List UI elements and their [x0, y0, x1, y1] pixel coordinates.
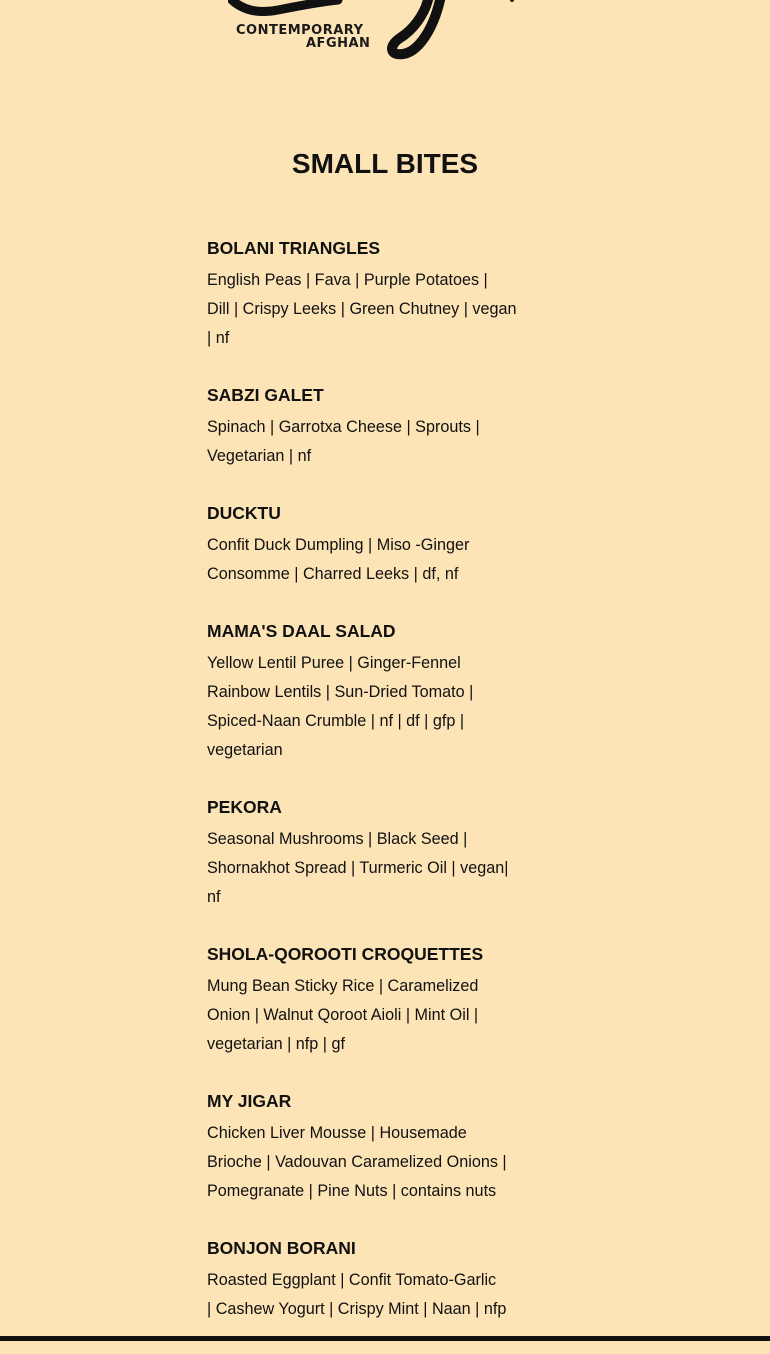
menu-list — [207, 236, 527, 1354]
menu-item — [207, 619, 527, 765]
menu-item-name: MAMA'S DAAL SALAD — [207, 621, 396, 641]
menu-item-name: DUCKTU — [207, 503, 281, 523]
description-line: vegetarian — [207, 741, 283, 759]
description-line: Confit Duck Dumpling | Miso -Ginger — [207, 536, 470, 554]
logo-tagline-line2: AFGHAN — [306, 36, 371, 51]
description-line: Roasted Eggplant | Confit Tomato-Garlic — [207, 1271, 497, 1289]
menu-item-name: SHOLA-QOROOTI CROQUETTES — [207, 944, 484, 964]
description-line: | Cashew Yogurt | Crispy Mint | Naan | nfp — [207, 1300, 507, 1318]
description-line: Brioche | Vadouvan Caramelized Onions | — [207, 1153, 507, 1171]
description-line: Rainbow Lentils | Sun-Dried Tomato | — [207, 683, 474, 701]
description-line: Spiced-Naan Crumble | nf | df | gfp | — [207, 712, 465, 730]
menu-item-name: SABZI GALET — [207, 385, 324, 405]
menu-item-name: BONJON BORANI — [207, 1238, 356, 1258]
description-line: English Peas | Fava | Purple Potatoes | — [207, 271, 488, 289]
menu-item-description — [207, 266, 527, 353]
menu-item — [207, 383, 527, 471]
logo-script-loop — [392, 0, 440, 54]
logo-dot — [510, 0, 514, 2]
description-line: Vegetarian | nf — [207, 447, 312, 465]
description-line: | nf — [207, 329, 230, 347]
menu-item-description — [207, 1119, 527, 1206]
description-line: Shornakhot Spread | Turmeric Oil | vegan| — [207, 859, 509, 877]
description-line: Mung Bean Sticky Rice | Caramelized — [207, 977, 479, 995]
menu-item-name: MY JIGAR — [207, 1091, 292, 1111]
menu-item-name: PEKORA — [207, 797, 282, 817]
bottom-bar — [0, 1336, 770, 1341]
menu-item — [207, 942, 527, 1059]
menu-item — [207, 236, 527, 353]
menu-item-description — [207, 972, 527, 1059]
menu-item — [207, 1089, 527, 1206]
menu-item — [207, 501, 527, 589]
description-line: Chicken Liver Mousse | Housemade — [207, 1124, 467, 1142]
description-line: vegetarian | nfp | gf — [207, 1035, 345, 1053]
menu-item-description — [207, 531, 527, 589]
menu-item-description — [207, 1266, 527, 1324]
description-line: Yellow Lentil Puree | Ginger-Fennel — [207, 654, 461, 672]
menu-item — [207, 795, 527, 912]
description-line: Consomme | Charred Leeks | df, nf — [207, 565, 459, 583]
description-line: nf — [207, 888, 221, 906]
description-line: Onion | Walnut Qoroot Aioli | Mint Oil | — [207, 1006, 479, 1024]
menu-item — [207, 1236, 527, 1324]
section-title: SMALL BITES — [291, 148, 479, 179]
description-line: Pomegranate | Pine Nuts | contains nuts — [207, 1182, 497, 1200]
menu-item-description — [207, 825, 527, 912]
description-line: Seasonal Mushrooms | Black Seed | — [207, 830, 468, 848]
description-line: Spinach | Garrotxa Cheese | Sprouts | — [207, 418, 480, 436]
menu-item-description — [207, 649, 527, 765]
logo-tagline-line1: CONTEMPORARY — [236, 23, 364, 38]
description-line: Dill | Crispy Leeks | Green Chutney | vegan — [207, 300, 517, 318]
menu-item-name: BOLANI TRIANGLES — [207, 238, 381, 258]
menu-item-description — [207, 413, 527, 471]
logo-script-stroke — [232, 0, 338, 12]
